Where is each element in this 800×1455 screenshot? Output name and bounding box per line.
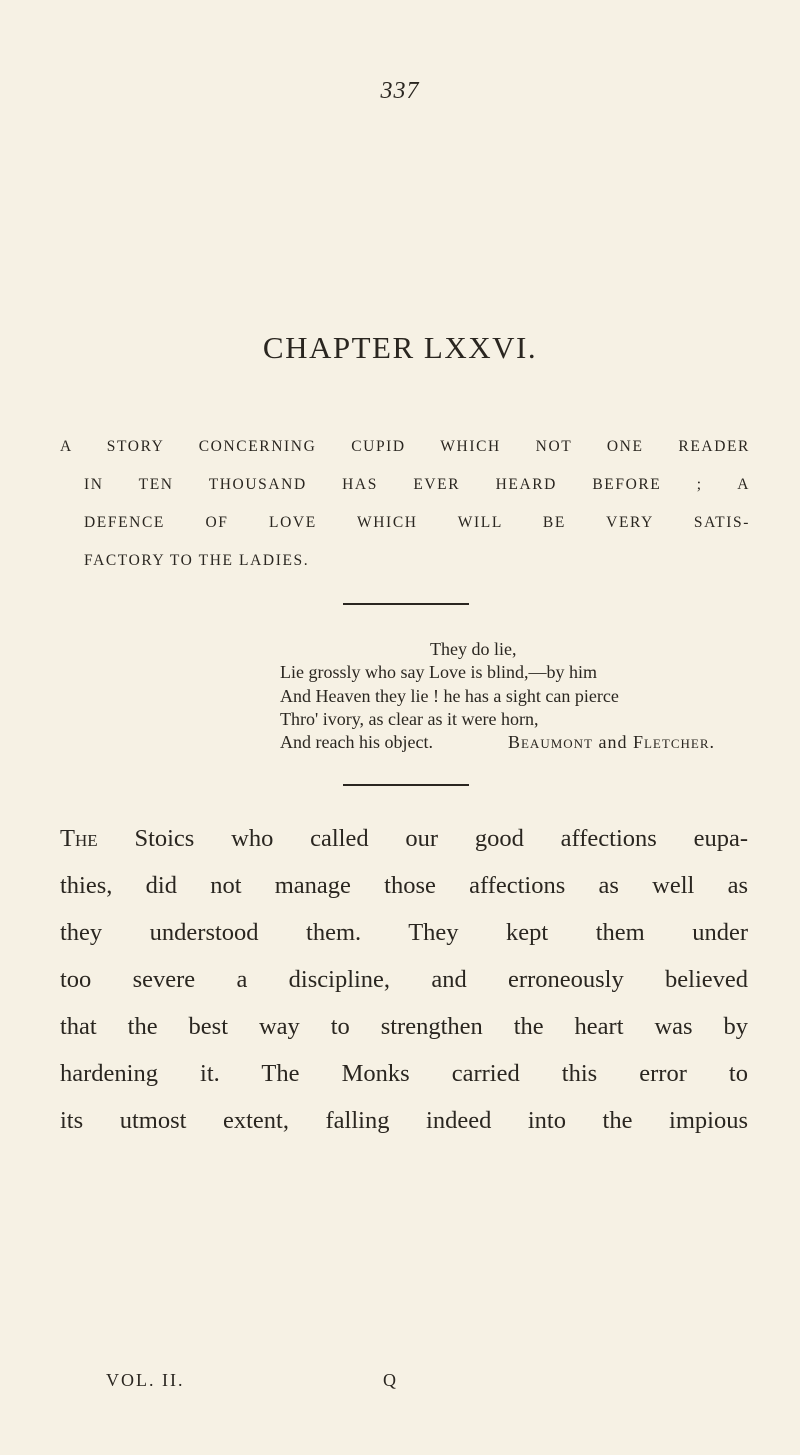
divider-rule: [343, 784, 469, 786]
body-paragraph: [60, 815, 748, 1144]
body-line: too severe a discipline, and erroneously believed: [60, 966, 748, 993]
volume-label: VOL. II.: [106, 1370, 185, 1390]
signature-mark: Q: [383, 1370, 398, 1390]
body-line: that the best way to strengthen the heart was by: [60, 1013, 748, 1040]
epigraph-line: And Heaven they lie ! he has a sight can pierce: [280, 686, 619, 706]
argument-line: FACTORY TO THE LADIES.: [84, 552, 310, 569]
body-line: its utmost extent, falling indeed into the impious: [60, 1107, 748, 1134]
body-line: thies, did not manage those affections as well as: [60, 872, 748, 899]
body-line: they understood them. They kept them under: [60, 919, 748, 946]
body-line-text: Stoics who called our good affections eupa-: [134, 825, 748, 852]
epigraph-line: They do lie,: [430, 639, 517, 659]
chapter-argument: [60, 428, 750, 580]
argument-line: IN TEN THOUSAND HAS EVER HEARD BEFORE ; A: [84, 476, 750, 493]
epigraph-line: Thro' ivory, as clear as it were horn,: [280, 709, 539, 729]
epigraph-line: Lie grossly who say Love is blind,—by him: [280, 662, 597, 682]
divider-rule: [343, 603, 469, 605]
epigraph-attribution: [508, 732, 715, 753]
epigraph-line: And reach his object.: [280, 732, 433, 752]
attribution-author: Fletcher.: [632, 732, 715, 752]
chapter-title: CHAPTER LXXVI.: [262, 330, 538, 365]
page-number: 337: [380, 78, 420, 104]
argument-line: DEFENCE OF LOVE WHICH WILL BE VERY SATIS-: [84, 514, 750, 531]
body-line: hardening it. The Monks carried this error to: [60, 1060, 748, 1087]
argument-line: A STORY CONCERNING CUPID WHICH NOT ONE READER: [60, 438, 750, 455]
body-line: [60, 815, 748, 862]
attribution-author: Beaumont: [507, 732, 593, 752]
opening-word: The: [60, 825, 98, 852]
attribution-conjunction: and: [598, 732, 628, 752]
